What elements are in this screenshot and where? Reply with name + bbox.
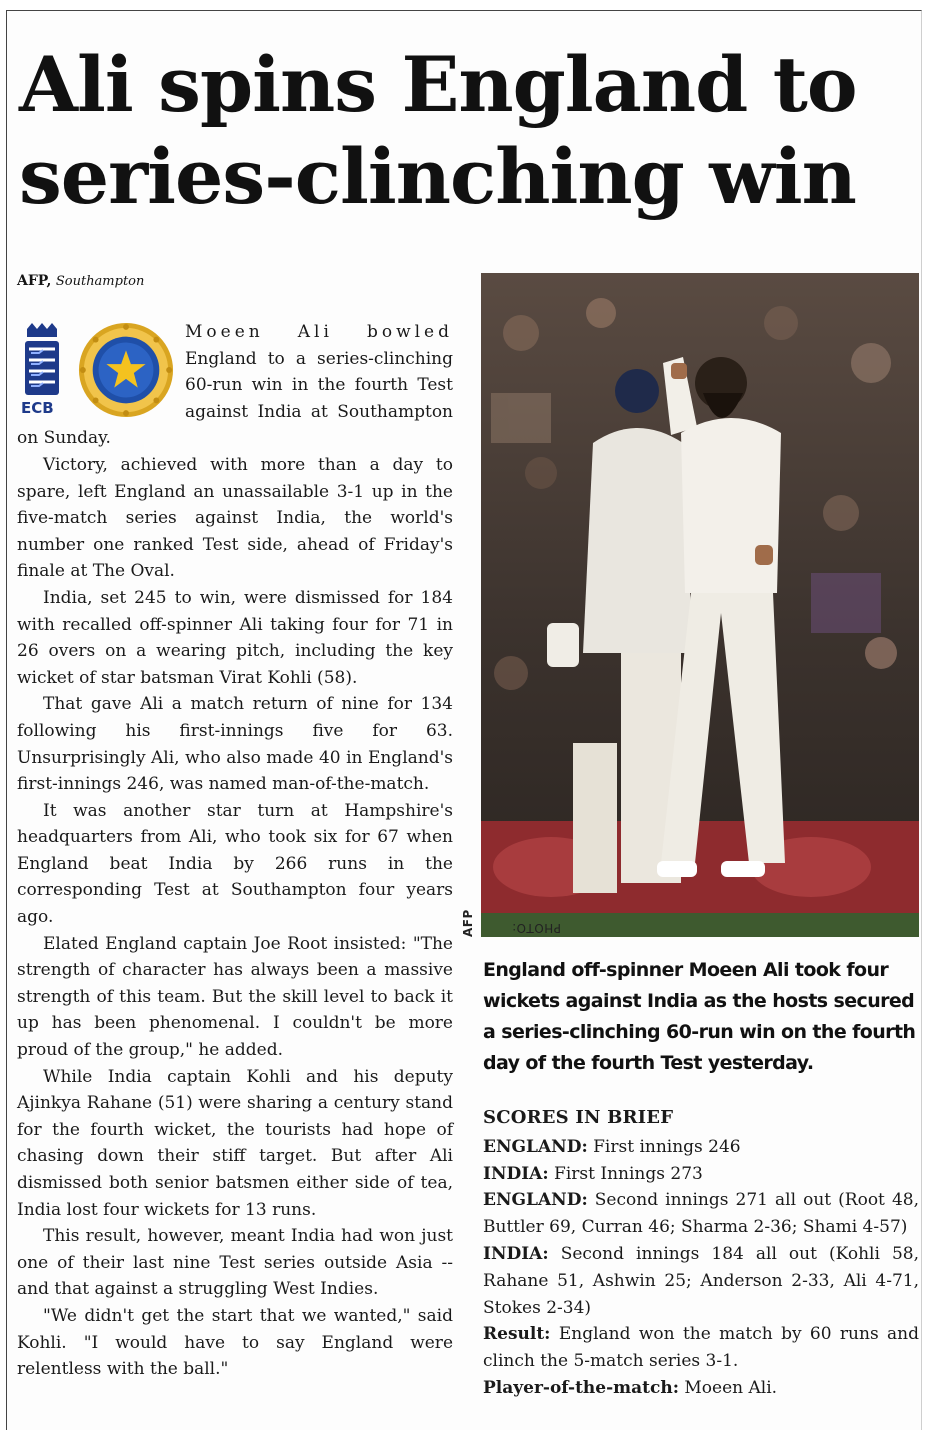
paragraph-5: Elated England captain Joe Root insisted: "The strength of character has always been a massive strength of this team. But the skill level to back it up has been phenomenal. I couldn't be more proud of the group," he added. bbox=[17, 933, 453, 1061]
paragraph-8: "We didn't get the start that we wanted," said Kohli. "I would have to say England were relentless with the ball." bbox=[17, 1305, 453, 1380]
scores-in-brief bbox=[483, 1105, 919, 1402]
headline-line-2: series-clinching win bbox=[19, 132, 856, 221]
headline bbox=[19, 39, 909, 223]
paragraph-1: Victory, achieved with more than a day to spare, left England an unassailable 3-1 up in the five-match series against India, the world's number one ranked Test side, ahead of Friday's finale at The Oval. bbox=[17, 454, 453, 582]
ecb-label: ECB bbox=[21, 399, 54, 417]
paragraph-3: That gave Ali a match return of nine for 134 following his first-innings five for 63. Unsurprisingly Ali, who also made 40 in England's first-innings 246, was named man-of-the-match. bbox=[17, 694, 453, 795]
score-line: ENGLAND: Second innings 271 all out (Root 48, Buttler 69, Curran 46; Sharma 2-36; Shami 4-57) bbox=[483, 1190, 919, 1238]
cricketer-photo-illustration bbox=[481, 273, 919, 937]
score-line: ENGLAND: First innings 246 bbox=[483, 1136, 741, 1157]
score-line: INDIA: Second innings 184 all out (Kohli 58, Rahane 51, Ashwin 25; Anderson 2-33, Ali 4-71, Stokes 2-34) bbox=[483, 1243, 919, 1318]
article-body bbox=[17, 319, 453, 1383]
lead-paragraph bbox=[17, 319, 453, 452]
byline-agency: AFP, bbox=[17, 273, 52, 289]
photo-credit-label: PHOTO: bbox=[511, 921, 561, 935]
match-photo bbox=[481, 273, 919, 937]
lead-rest: England to a series-clinching 60-run win in the fourth Test against India at Southampton on Sunday. bbox=[17, 348, 453, 449]
photo-credit-source: AFP bbox=[461, 909, 475, 937]
byline bbox=[17, 273, 144, 289]
scores-title: SCORES IN BRIEF bbox=[483, 1107, 674, 1128]
photo-credit bbox=[459, 837, 561, 937]
headline-line-1: Ali spins England to bbox=[19, 40, 857, 129]
paragraph-4: It was another star turn at Hampshire's headquarters from Ali, who took six for 67 when England beat India by 266 runs in the corresponding Test at Southampton four years ago. bbox=[17, 800, 453, 928]
score-line: INDIA: First Innings 273 bbox=[483, 1163, 703, 1184]
player-of-match-line: Player-of-the-match: Moeen Ali. bbox=[483, 1377, 778, 1398]
paragraph-2: India, set 245 to win, were dismissed for 184 with recalled off-spinner Ali taking four for 71 in 26 overs on a wearing pitch, including the key wicket of star batsman Virat Kohli (58). bbox=[17, 587, 453, 688]
lead-start: Moeen Ali bowled bbox=[185, 322, 453, 342]
newspaper-page bbox=[6, 10, 922, 1430]
paragraph-6: While India captain Kohli and his deputy Ajinkya Rahane (51) were sharing a century stand for the fourth wicket, the tourists had hope of chasing down their stiff target. But after Ali dismissed both senior batsmen either side of tea, India lost four wickets for 13 runs. bbox=[17, 1066, 453, 1220]
result-line: Result: England won the match by 60 runs and clinch the 5-match series 3-1. bbox=[483, 1324, 919, 1372]
paragraph-7: This result, however, meant India had won just one of their last nine Test series outside Asia -- and that against a struggling West Indies. bbox=[17, 1226, 453, 1300]
photo-caption: England off-spinner Moeen Ali took four wickets against India as the hosts secured a series-clinching 60-run win on the fourth day of the fourth Test yesterday. bbox=[483, 959, 916, 1074]
byline-place: Southampton bbox=[55, 274, 145, 289]
